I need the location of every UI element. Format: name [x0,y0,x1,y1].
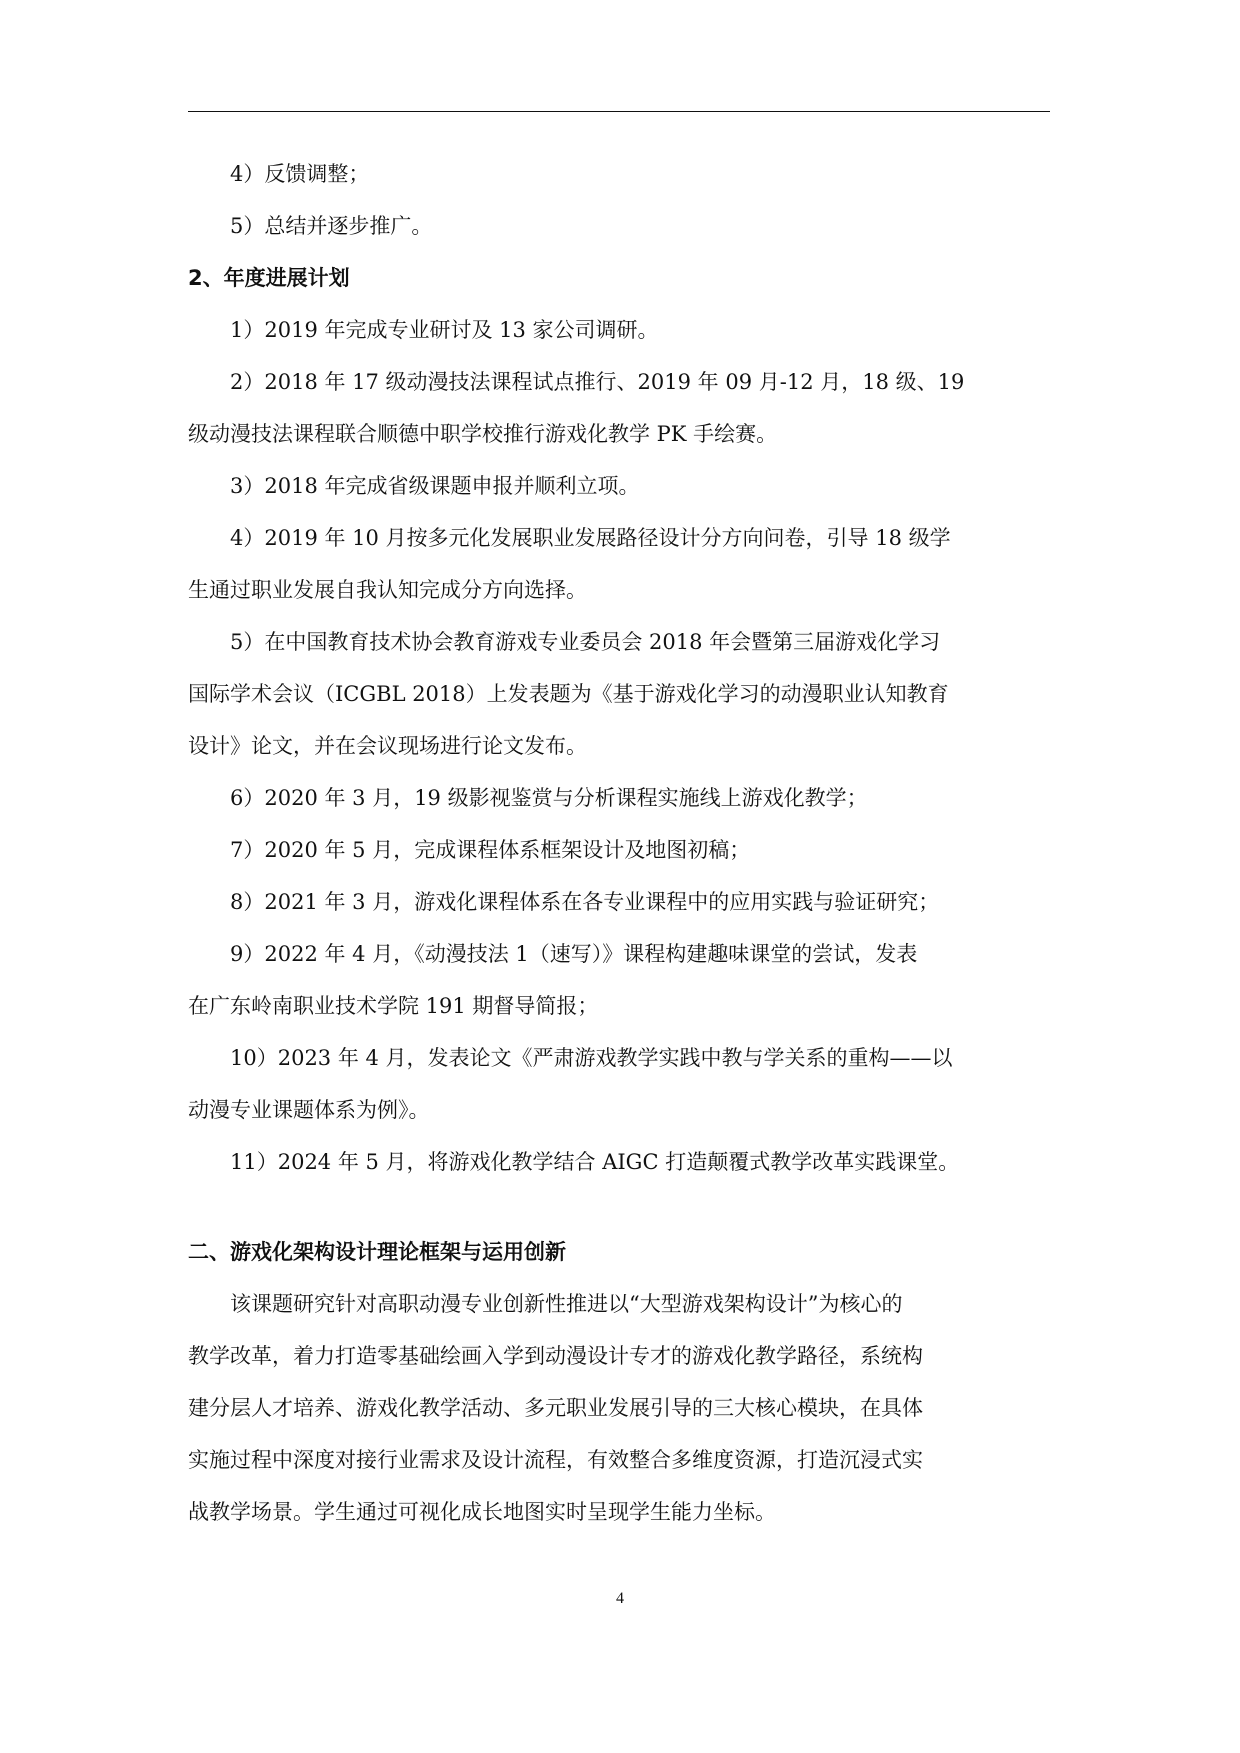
text-line: 10）2023 年 4 月，发表论文《严肃游戏教学实践中教与学关系的重构——以 [230,1046,953,1070]
text-line: 3）2018 年完成省级课题申报并顺利立项。 [230,474,640,498]
paragraph-line: 建分层人才培养、游戏化教学活动、多元职业发展引导的三大核心模块，在具体 [188,1396,923,1420]
section-gap [188,1188,1050,1226]
text-line: 设计》论文，并在会议现场进行论文发布。 [188,734,587,758]
text-line: 生通过职业发展自我认知完成分方向选择。 [188,578,587,602]
text-line: 6）2020 年 3 月，19 级影视鉴赏与分析课程实施线上游戏化教学； [230,786,868,810]
text-line: 9）2022 年 4 月，《动漫技法 1（速写）》课程构建趣味课堂的尝试，发表 [230,942,918,966]
framework-paragraph [188,1278,1050,1538]
section-heading-annual-plan: 2、年度进展计划 [188,266,350,290]
header-rule [188,111,1050,112]
text-line: 级动漫技法课程联合顺德中职学校推行游戏化教学 PK 手绘赛。 [188,422,778,446]
list-item-4: 4）反馈调整； [230,162,370,186]
paragraph-line: 战教学场景。学生通过可视化成长地图实时呈现学生能力坐标。 [188,1500,776,1524]
text-line: 2）2018 年 17 级动漫技法课程试点推行、2019 年 09 月-12 月，18 级、19 [230,370,965,394]
text-line: 11）2024 年 5 月，将游戏化教学结合 AIGC 打造颠覆式教学改革实践课堂。 [230,1150,960,1174]
text-line: 7）2020 年 5 月，完成课程体系框架设计及地图初稿； [230,838,751,862]
paragraph-line: 教学改革，着力打造零基础绘画入学到动漫设计专才的游戏化教学路径，系统构 [188,1344,923,1368]
text-line: 动漫专业课题体系为例》。 [188,1098,430,1122]
text-line: 国际学术会议（ICGBL 2018）上发表题为《基于游戏化学习的动漫职业认知教育 [188,682,949,706]
text-line: 4）2019 年 10 月按多元化发展职业发展路径设计分方向问卷，引导 18 级学 [230,526,951,550]
paragraph-line: 该课题研究针对高职动漫专业创新性推进以“大型游戏架构设计”为核心的 [230,1292,903,1316]
document-body [188,148,1050,1538]
section-heading-framework: 二、游戏化架构设计理论框架与运用创新 [188,1240,566,1264]
text-line: 8）2021 年 3 月，游戏化课程体系在各专业课程中的应用实践与验证研究； [230,890,940,914]
list-item-5: 5）总结并逐步推广。 [230,214,433,238]
annual-plan-list [188,304,1050,1188]
text-line: 在广东岭南职业技术学院 191 期督导简报； [188,994,599,1018]
page-number: 4 [616,1590,624,1607]
paragraph-line: 实施过程中深度对接行业需求及设计流程，有效整合多维度资源，打造沉浸式实 [188,1448,923,1472]
text-line: 1）2019 年完成专业研讨及 13 家公司调研。 [230,318,659,342]
text-line: 5）在中国教育技术协会教育游戏专业委员会 2018 年会暨第三届游戏化学习 [230,630,941,654]
